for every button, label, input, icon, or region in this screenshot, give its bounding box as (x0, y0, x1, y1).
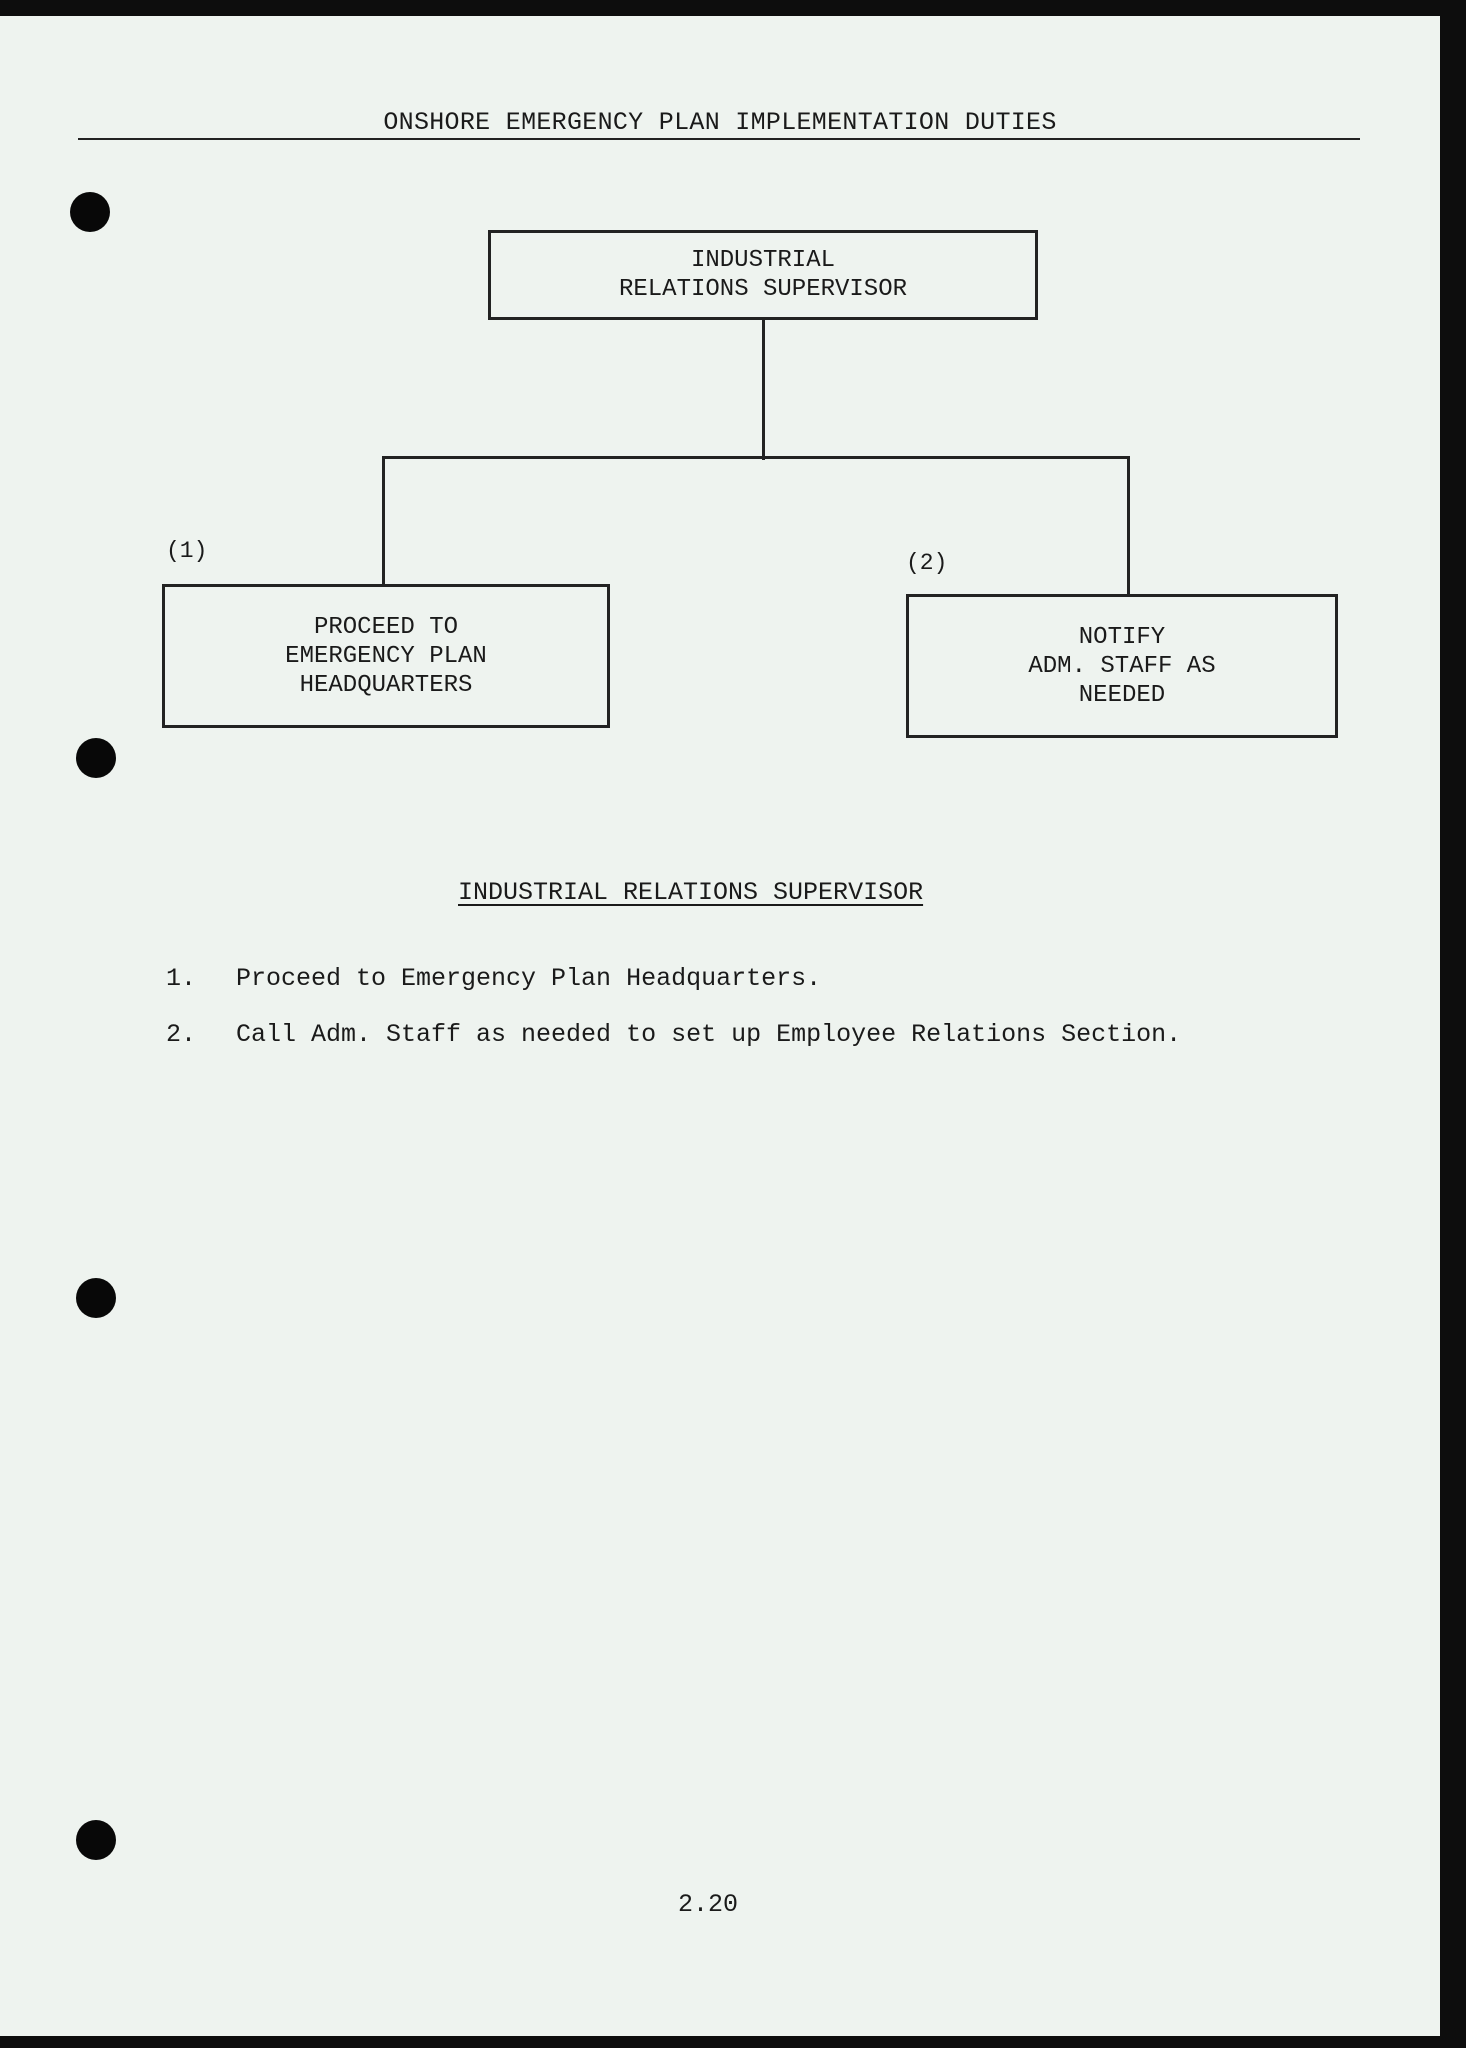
punch-hole (76, 738, 116, 778)
document-page (0, 16, 1440, 2036)
duty-item (166, 964, 1226, 993)
page-header: ONSHORE EMERGENCY PLAN IMPLEMENTATION DUTIES (383, 108, 1057, 137)
punch-hole (76, 1820, 116, 1860)
duty-number: 1. (166, 964, 197, 993)
chart-top-box: INDUSTRIAL RELATIONS SUPERVISOR (488, 230, 1038, 320)
connector-line (1127, 456, 1130, 596)
chart-right-number: (2) (906, 550, 948, 576)
duty-list (166, 964, 1226, 1076)
connector-line (382, 456, 385, 586)
header-rule (78, 138, 1360, 140)
connector-line (382, 456, 1130, 459)
duty-number: 2. (166, 1020, 197, 1049)
page-number: 2.20 (678, 1890, 739, 1919)
punch-hole (70, 192, 110, 232)
duty-text: Call Adm. Staff as needed to set up Employee Relations Section. (236, 1020, 1182, 1049)
connector-line (762, 320, 765, 460)
duty-text: Proceed to Emergency Plan Headquarters. (236, 964, 822, 993)
punch-hole (76, 1278, 116, 1318)
chart-right-box: NOTIFY ADM. STAFF AS NEEDED (906, 594, 1338, 738)
section-title: INDUSTRIAL RELATIONS SUPERVISOR (458, 878, 924, 907)
duty-item (166, 1020, 1226, 1049)
chart-left-box: PROCEED TO EMERGENCY PLAN HEADQUARTERS (162, 584, 610, 728)
chart-left-number: (1) (166, 538, 208, 564)
